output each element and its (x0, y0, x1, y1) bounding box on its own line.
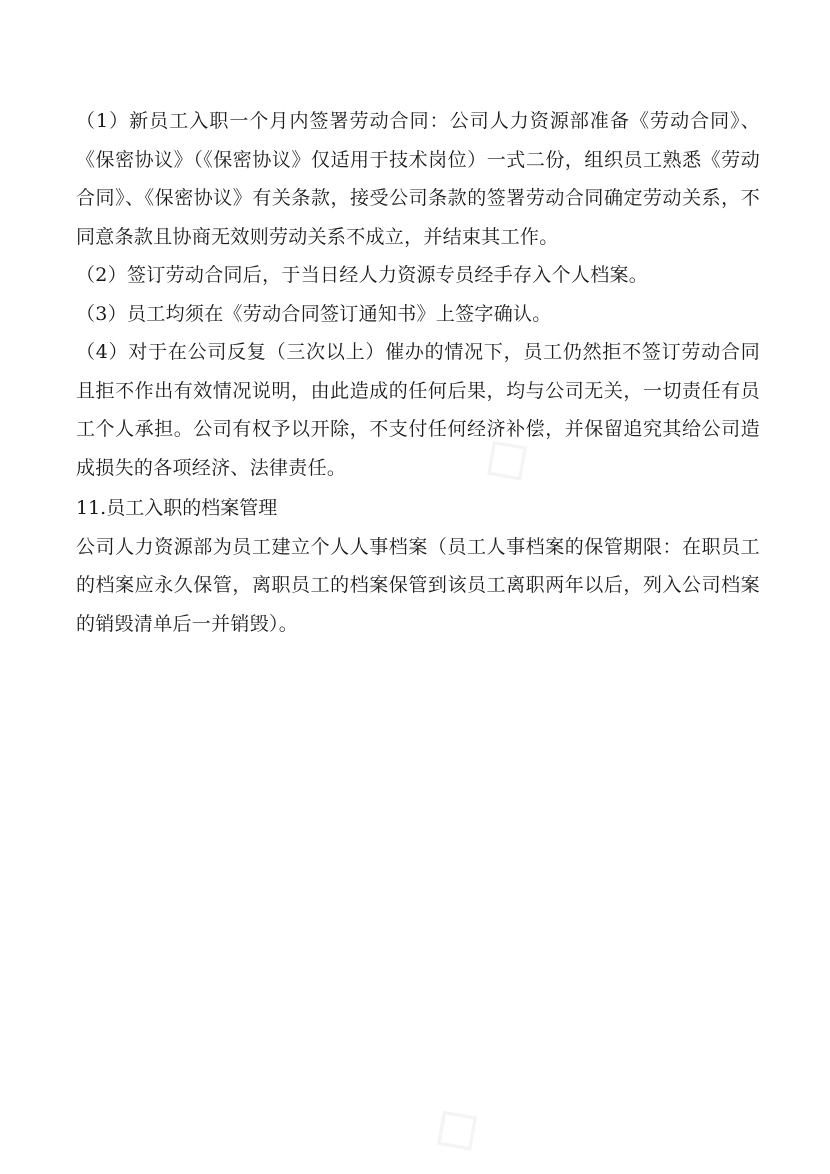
watermark: ◇ (463, 412, 546, 502)
section-body: 公司人力资源部为员工建立个人人事档案（员工人事档案的保管期限：在职员工的档案应永久保管，离职员工的档案保管到该员工离职两年以后，列入公司档案的销毁清单后一并销毁）。 (76, 535, 760, 635)
watermark: ◇ (413, 1082, 496, 1172)
clause-item-2: （2）签订劳动合同后，于当日经人力资源专员经手存入个人档案。 (76, 264, 649, 286)
section-heading: 11.员工入职的档案管理 (76, 497, 278, 519)
clause-item-1: （1）新员工入职一个月内签署劳动合同：公司人力资源部准备《劳动合同》、《保密协议》（《保密协议》仅适用于技术岗位）一式二份，组织员工熟悉《劳动合同》、《保密协议》有关条款，接受公司条款的签署劳动合同确定劳动关系，不同意条款且协商无效则劳动关系不成立，并结束其工作。 (76, 110, 760, 248)
document-body (76, 102, 760, 643)
clause-item-3: （3）员工均须在《劳动合同签订通知书》上签字确认。 (76, 302, 552, 325)
clause-item-4: （4）对于在公司反复（三次以上）催办的情况下，员工仍然拒不签订劳动合同且拒不作出有效情况说明，由此造成的任何后果，均与公司无关，一切责任有员工个人承担。公司有权予以开除，不支付任何经济补偿，并保留追究其给公司造成损失的各项经济、法律责任。 (76, 341, 760, 479)
